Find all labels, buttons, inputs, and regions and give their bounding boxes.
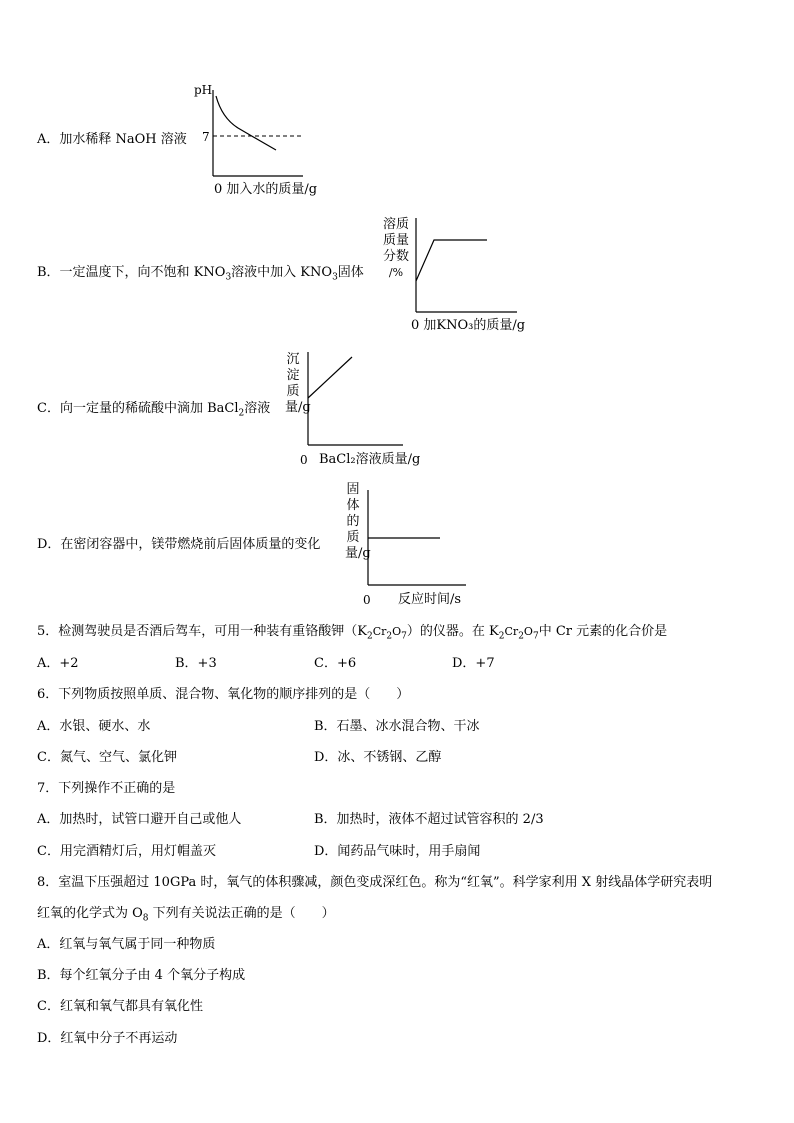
q6-option-c: C．氮气、空气、氯化钾 — [37, 750, 177, 765]
graph-d-x-zero: 0 — [363, 593, 371, 607]
graph-d-x-label: 反应时间/s — [398, 592, 462, 607]
graph-c-x-label: BaCl₂溶液质量/g — [319, 452, 421, 467]
q7-option-c: C．用完酒精灯后，用灯帽盖灭 — [37, 844, 216, 859]
q6-option-d: D．冰、不锈钢、乙醇 — [314, 750, 442, 765]
q5-text: 5．检测驾驶员是否酒后驾车，可用一种装有重铬酸钾$(K_2Cr_2O_7)$的仪器。在 $K_2Cr_2O_7$中 Cr 元素的化合价是 — [37, 624, 668, 642]
q6-option-a: A．水银、硬水、水 — [37, 719, 151, 734]
option-c-graph-label: C．向一定量的稀硫酸中滴加 BaCl$_2$溶液 — [37, 401, 271, 419]
q5-option-d: D．+7 — [452, 656, 495, 671]
graph-a-y-label: pH — [194, 83, 213, 97]
q8-text-line1: 8．室温下压强超过 10GPa 时，氧气的体积骤减，颜色变成深红色。称为“红氧”。科学家利用 X 射线晶体学研究表明 — [37, 875, 713, 890]
q8-option-a: A．红氧与氧气属于同一种物质 — [37, 937, 216, 952]
graph-a-mark-7: 7 — [202, 130, 210, 144]
q7-option-d: D．闻药品气味时，用手扇闻 — [314, 844, 481, 859]
q6-text: 6．下列物质按照单质、混合物、氧化物的顺序排列的是（ ） — [37, 687, 410, 702]
option-b-graph-label: B．一定温度下，向不饱和 $KNO_3$溶液中加入 $KNO_3$固体 — [37, 265, 364, 283]
graph-d-y-label: 固体的质量/g — [345, 482, 371, 561]
q7-option-a: A．加热时，试管口避开自己或他人 — [37, 812, 242, 827]
q7-option-b: B．加热时，液体不超过试管容积的 2/3 — [314, 812, 544, 827]
graph-c-y-label: 沉淀质量/g — [285, 352, 311, 415]
graph-c-x-zero: 0 — [300, 453, 308, 467]
q8-option-b: B．每个红氧分子由 4 个氧分子构成 — [37, 968, 246, 983]
q8-option-d: D．红氧中分子不再运动 — [37, 1031, 178, 1046]
q5-option-b: B．+3 — [175, 656, 217, 671]
q8-option-c: C．红氧和氧气都具有氧化性 — [37, 999, 203, 1014]
option-d-graph-label: D．在密闭容器中，镁带燃烧前后固体质量的变化 — [37, 537, 321, 552]
q5-option-c: C．+6 — [314, 656, 357, 671]
graph-b-x-label: 0 加KNO₃的质量/g — [411, 318, 526, 333]
q7-text: 7．下列操作不正确的是 — [37, 781, 176, 796]
q6-option-b: B．石墨、冰水混合物、干冰 — [314, 719, 480, 734]
q5-option-a: A．+2 — [37, 656, 79, 671]
q8-text-line2: 红氧的化学式为 $O_8$ 下列有关说法正确的是（ ） — [37, 906, 335, 924]
option-a-graph-label: A．加水稀释 NaOH 溶液 — [37, 132, 187, 147]
graph-b-y-label: 溶质 质量 分数 /% — [382, 217, 409, 279]
graph-a-x-label: 0 加入水的质量/g — [214, 182, 318, 197]
